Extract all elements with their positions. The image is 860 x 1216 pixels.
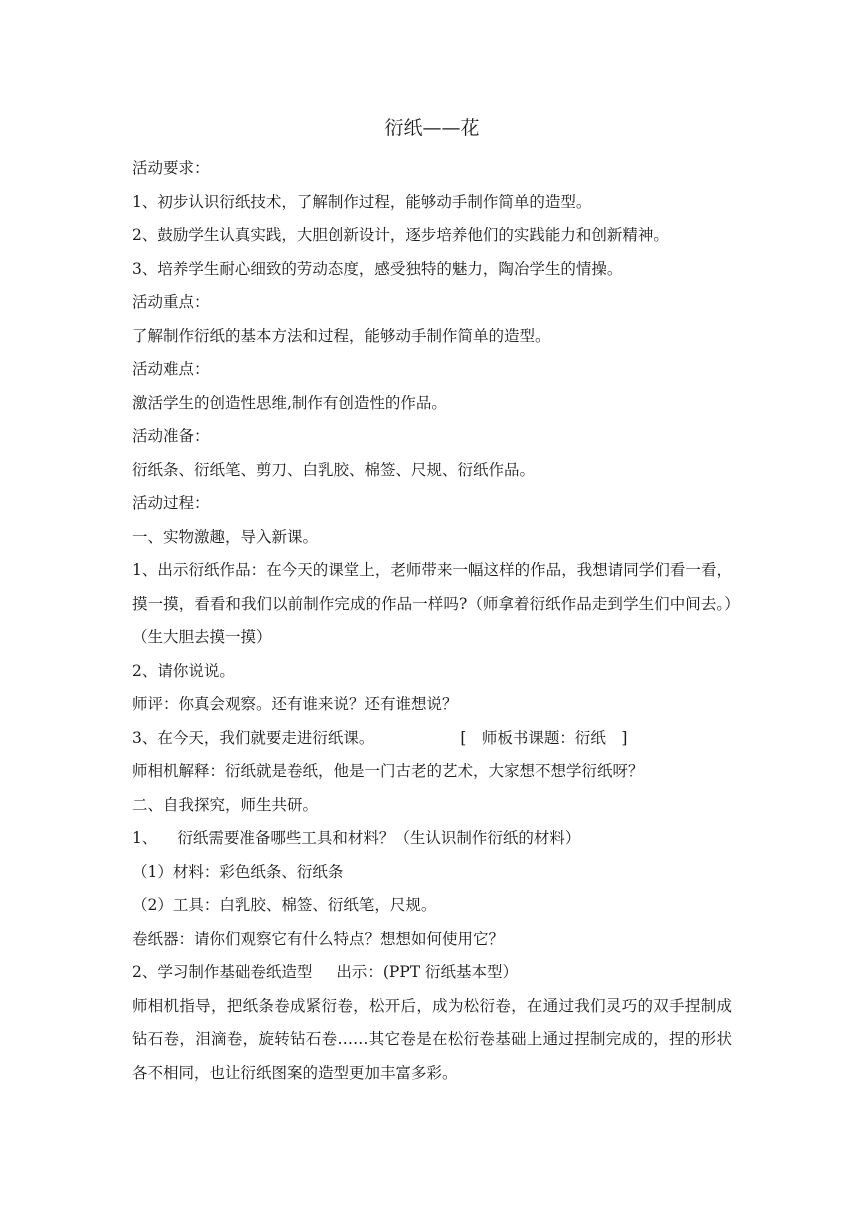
materials-question xyxy=(132,822,732,856)
heading-preparation: 活动准备： xyxy=(132,427,210,445)
teacher-guidance: 师相机指导，把纸条卷成紧衍卷，松开后，成为松衍卷，在通过我们灵巧的双手捏制成钻石卷，泪滴卷，旋转钻石卷……其它卷是在松衍卷基础上通过捏制完成的，捏的形状各不相同，也让衍纸图案的造型更加丰富多彩。 xyxy=(132,996,732,1082)
heading-difficulties: 活动难点： xyxy=(132,360,210,378)
section-2-heading: 二、自我探究，师生共研。 xyxy=(132,795,319,814)
materials-question-number: 1、 xyxy=(132,829,158,847)
section-1-heading: 一、实物激趣，导入新课。 xyxy=(132,527,319,546)
teacher-comment: 师评：你真会观察。还有谁来说？还有谁想说？ xyxy=(132,695,458,713)
process-step-3 xyxy=(132,722,732,756)
requirement-1: 1、初步认识衍纸技术，了解制作过程，能够动手制作简单的造型。 xyxy=(132,192,592,211)
process-step-3-text: 3、在今天，我们就要走进衍纸课。 xyxy=(132,728,375,747)
key-points-text: 了解制作衍纸的基本方法和过程，能够动手制作简单的造型。 xyxy=(132,326,551,345)
blackboard-note: [ 师板书课题：衍纸 ] xyxy=(460,728,628,747)
process-step-2: 2、请你说说。 xyxy=(132,661,235,680)
tools-list: （2）工具：白乳胶、棉签、衍纸笔，尺规。 xyxy=(132,896,437,914)
materials-list: （1）材料：彩色纸条、衍纸条 xyxy=(132,862,344,881)
preparation-text: 衍纸条、衍纸笔、剪刀、白乳胶、棉签、尺规、衍纸作品。 xyxy=(132,460,536,479)
process-step-1: 1、出示衍纸作品：在今天的课堂上，老师带来一幅这样的作品，我想请同学们看一看，摸一摸，看看和我们以前制作完成的作品一样吗?（师拿着衍纸作品走到学生们中间去。）（生大胆去摸一摸） xyxy=(132,561,732,646)
roller-question: 卷纸器：请你们观察它有什么特点？想想如何使用它？ xyxy=(132,929,505,948)
requirement-3: 3、培养学生耐心细致的劳动态度，感受独特的魅力，陶冶学生的情操。 xyxy=(132,259,623,278)
heading-key-points: 活动重点： xyxy=(132,293,210,311)
materials-question-text: 衍纸需要准备哪些工具和材料？（生认识制作衍纸的材料） xyxy=(177,829,581,847)
basic-shapes-step-text: 2、学习制作基础卷纸造型 xyxy=(132,963,313,981)
basic-shapes-ppt-note: 出示：(PPT 衍纸基本型） xyxy=(336,963,519,981)
difficulties-text: 激活学生的创造性思维,制作有创造性的作品。 xyxy=(132,393,447,412)
basic-shapes-step xyxy=(132,956,732,990)
teacher-explanation: 师相机解释：衍纸就是卷纸，他是一门古老的艺术，大家想不想学衍纸呀？ xyxy=(132,762,644,780)
document-title: 衍纸——花 xyxy=(384,117,480,139)
heading-activity-requirements: 活动要求： xyxy=(132,159,210,177)
document-page xyxy=(132,108,732,1090)
heading-process: 活动过程： xyxy=(132,494,210,512)
requirement-2: 2、鼓励学生认真实践，大胆创新设计，逐步培养他们的实践能力和创新精神。 xyxy=(132,226,669,244)
